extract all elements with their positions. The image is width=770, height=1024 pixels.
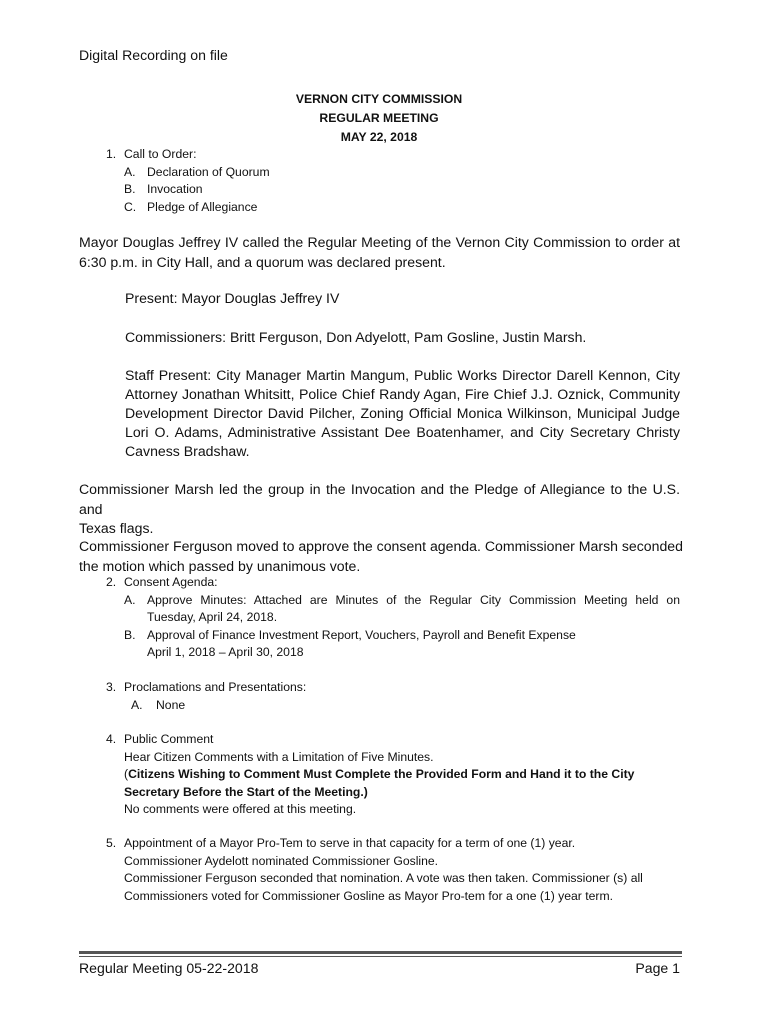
paragraph-line: Texas flags. <box>79 520 154 536</box>
call-to-order-paragraph <box>79 233 680 272</box>
item-number: 1. <box>106 147 117 161</box>
agenda-item-3 <box>106 679 306 714</box>
item-description: No comments were offered at this meeting. <box>124 802 357 816</box>
sub-item-text: Approve Minutes: Attached are Minutes of the Regular City Commission Meeting held on <box>147 592 680 607</box>
invocation-paragraph <box>79 480 680 539</box>
sub-item-text: Declaration of Quorum <box>147 164 270 179</box>
footer-rule-thin <box>79 956 682 957</box>
agenda-item-2 <box>106 574 680 662</box>
document-title <box>79 90 679 147</box>
title-line-1: VERNON CITY COMMISSION <box>295 92 463 106</box>
sub-letter: A. <box>124 164 136 179</box>
paragraph-line: 6:30 p.m. in City Hall, and a quorum was declared present. <box>79 253 446 270</box>
paren-open: ( <box>124 767 129 781</box>
footer-rule-thick <box>79 951 682 954</box>
agenda-item-1 <box>106 146 270 216</box>
agenda-item-4 <box>106 731 634 819</box>
paragraph-line: Cavness Bradshaw. <box>125 443 250 459</box>
sub-letter: B. <box>124 182 136 196</box>
sub-item-text: Tuesday, April 24, 2018. <box>147 610 278 624</box>
paragraph-line: Staff Present: City Manager Martin Mangum, Public Works Director Darell Kennon, City <box>125 367 680 383</box>
bold-notice: Secretary Before the Start of the Meeting.) <box>124 784 368 799</box>
consent-motion-paragraph <box>79 537 683 576</box>
title-line-3: MAY 22, 2018 <box>340 130 418 144</box>
item-number: 5. <box>106 836 117 850</box>
sub-letter: A. <box>124 592 136 607</box>
page-number: Page 1 <box>635 960 680 976</box>
item-description: Commissioners voted for Commissioner Gosline as Mayor Pro-tem for a one (1) year term. <box>124 888 614 903</box>
sub-letter: A. <box>131 697 143 712</box>
footer-meeting-label: Regular Meeting 05-22-2018 <box>79 960 259 976</box>
item-description: Commissioner Ferguson seconded that nomination. A vote was then taken. Commissioner (s) all <box>124 871 643 885</box>
sub-item-text: Invocation <box>147 182 203 196</box>
paragraph-line: Commissioner Ferguson moved to approve the consent agenda. Commissioner Marsh seconded <box>79 538 683 554</box>
paragraph-line: Mayor Douglas Jeffrey IV called the Regular Meeting of the Vernon City Commission to order at <box>79 234 680 250</box>
agenda-item-5 <box>106 835 643 905</box>
item-label: Proclamations and Presentations: <box>124 680 307 694</box>
item-label: Appointment of a Mayor Pro-Tem to serve in that capacity for a term of one (1) year. <box>124 836 576 850</box>
commissioners-line: Commissioners: Britt Ferguson, Don Adyelott, Pam Gosline, Justin Marsh. <box>125 329 587 345</box>
sub-item-text: April 1, 2018 – April 30, 2018 <box>147 645 304 659</box>
paragraph-line: Lori O. Adams, Administrative Assistant Dee Boatenhamer, and City Secretary Christy <box>125 424 680 440</box>
item-label: Consent Agenda: <box>124 575 218 589</box>
item-label: Public Comment <box>124 732 214 746</box>
item-description: Commissioner Aydelott nominated Commissioner Gosline. <box>124 853 439 868</box>
sub-letter: B. <box>124 627 136 642</box>
item-number: 3. <box>106 680 117 694</box>
sub-item-text: None <box>156 697 186 712</box>
item-description: Hear Citizen Comments with a Limitation of Five Minutes. <box>124 749 434 764</box>
paragraph-line: Commissioner Marsh led the group in the Invocation and the Pledge of Allegiance to the U.S. and <box>79 481 680 517</box>
item-number: 4. <box>106 732 117 746</box>
paragraph-line: Development Director David Pilcher, Zoning Official Monica Wilkinson, Municipal Judge <box>125 405 680 421</box>
present-line: Present: Mayor Douglas Jeffrey IV <box>125 290 340 306</box>
sub-item-text: Pledge of Allegiance <box>147 199 258 214</box>
staff-present-paragraph <box>125 366 680 461</box>
paragraph-line: the motion which passed by unanimous vote. <box>79 557 361 574</box>
digital-recording-note: Digital Recording on file <box>79 47 228 63</box>
title-line-2: REGULAR MEETING <box>319 111 439 125</box>
bold-notice: Citizens Wishing to Comment Must Complete the Provided Form and Hand it to the City <box>128 767 635 781</box>
sub-letter: C. <box>124 199 137 214</box>
paragraph-line: Attorney Jonathan Whitsitt, Police Chief Randy Agan, Fire Chief J.J. Oznick, Community <box>125 386 680 402</box>
sub-item-text: Approval of Finance Investment Report, Vouchers, Payroll and Benefit Expense <box>147 627 576 642</box>
item-label: Call to Order: <box>124 147 197 161</box>
item-number: 2. <box>106 575 117 589</box>
